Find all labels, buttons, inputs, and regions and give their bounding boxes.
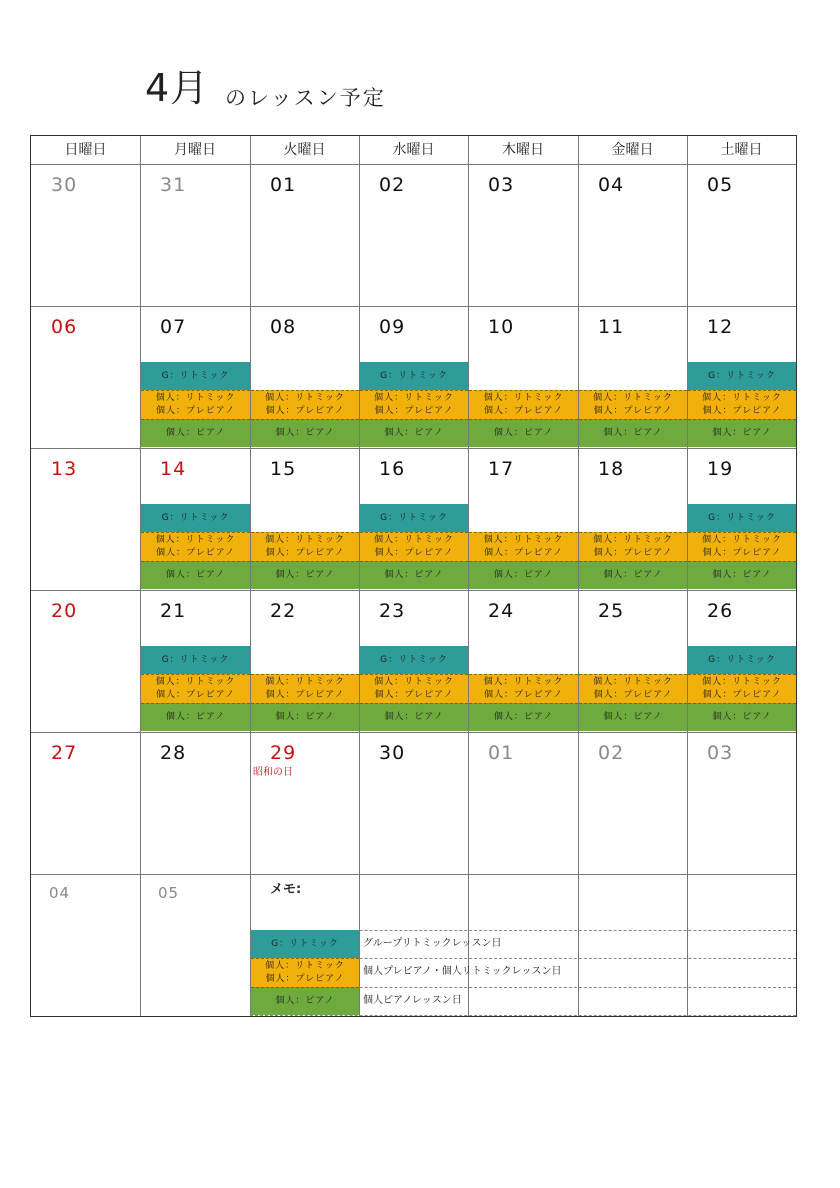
private-rhythmic-prepiano-lesson [469,532,578,561]
holiday-label: 昭和の日 [253,767,293,778]
row-divider [31,164,796,165]
lesson-line: 個人：リトミック [593,677,673,687]
private-rhythmic-prepiano-lesson [579,390,687,419]
day-number: 28 [160,742,187,764]
day-number: 02 [379,174,406,196]
lesson-line: 個人：リトミック [483,393,564,403]
private-rhythmic-prepiano-lesson [688,390,796,419]
group-rhythmic-lesson: G：リトミック [141,362,250,390]
lesson-line: 個人：リトミック [374,535,454,545]
lesson-line: 個人：プレピアノ [374,548,454,558]
private-piano-lesson: 個人：ピアノ [141,419,250,447]
private-piano-lesson: 個人：ピアノ [688,703,796,731]
day-number: 12 [707,316,734,338]
lesson-line: 個人：リトミック [374,677,454,687]
lesson-line: 個人：プレピアノ [484,690,563,700]
private-piano-lesson: 個人：ピアノ [141,703,250,731]
lesson-line: 個人：プレピアノ [484,548,563,558]
private-piano-lesson: 個人：ピアノ [141,561,250,589]
day-number: 03 [488,174,515,196]
private-rhythmic-prepiano-lesson [360,390,468,419]
day-number: 26 [707,600,734,622]
private-rhythmic-prepiano-lesson [141,390,250,419]
private-piano-lesson: 個人：ピアノ [360,561,468,589]
day-number: 21 [160,600,187,622]
legend-description: 個人ピアノレッスン日 [363,995,462,1006]
private-rhythmic-prepiano-lesson [579,532,687,561]
private-piano-lesson: 個人：ピアノ [469,703,578,731]
day-number: 29 [270,742,297,764]
lesson-line: 個人：リトミック [265,677,345,687]
day-number: 23 [379,600,406,622]
calendar-grid [30,135,797,1017]
private-rhythmic-prepiano-lesson [360,532,468,561]
private-piano-lesson: 個人：ピアノ [360,419,468,447]
day-number: 08 [270,316,297,338]
group-rhythmic-lesson: G：リトミック [360,646,468,674]
lesson-line: 個人：リトミック [374,393,454,403]
lesson-line: 個人：プレピアノ [484,406,563,416]
group-rhythmic-lesson: G：リトミック [141,646,250,674]
day-number: 11 [598,316,625,338]
lesson-line: 個人：リトミック [483,535,564,545]
day-number: 22 [270,600,297,622]
day-number: 20 [51,600,78,622]
lesson-line: 個人：リトミック [265,393,345,403]
day-number: 01 [270,174,297,196]
day-number: 04 [49,884,71,902]
legend-group-swatch: G：リトミック [251,930,359,958]
day-number: 13 [51,458,78,480]
lesson-line: 個人：プレピアノ [265,406,345,416]
lesson-line: 個人：プレピアノ [265,974,345,984]
private-piano-lesson: 個人：ピアノ [469,419,578,447]
day-number: 30 [51,174,78,196]
lesson-line: 個人：プレピアノ [593,690,673,700]
day-number: 10 [488,316,515,338]
row-divider [31,590,796,591]
lesson-line: 個人：プレピアノ [702,548,782,558]
lesson-line: 個人：プレピアノ [156,690,235,700]
day-number: 05 [707,174,734,196]
row-divider [31,306,796,307]
day-number: 16 [379,458,406,480]
day-number: 31 [160,174,187,196]
lesson-line: 個人：リトミック [702,393,782,403]
lesson-line: 個人：プレピアノ [374,406,454,416]
memo-row-divider [250,1015,796,1016]
private-rhythmic-prepiano-lesson [469,390,578,419]
day-number: 15 [270,458,297,480]
day-number: 24 [488,600,515,622]
lesson-line: 個人：リトミック [702,677,782,687]
group-rhythmic-lesson: G：リトミック [688,646,796,674]
lesson-line: 個人：プレピアノ [702,406,782,416]
weekday-header: 土曜日 [720,142,763,158]
lesson-line: 個人：リトミック [483,677,564,687]
private-rhythmic-prepiano-lesson [141,532,250,561]
day-number: 18 [598,458,625,480]
group-rhythmic-lesson: G：リトミック [360,362,468,390]
lesson-line: 個人：プレピアノ [156,406,235,416]
weekday-header: 日曜日 [64,142,107,158]
private-rhythmic-prepiano-lesson [251,390,359,419]
weekday-header: 木曜日 [502,142,544,158]
day-number: 04 [598,174,625,196]
group-rhythmic-lesson: G：リトミック [688,504,796,532]
private-rhythmic-prepiano-lesson [469,674,578,703]
day-number: 09 [379,316,406,338]
day-number: 07 [160,316,187,338]
private-piano-lesson: 個人：ピアノ [360,703,468,731]
legend-description: 個人プレピアノ・個人リトミックレッスン日 [363,966,562,977]
lesson-line: 個人：プレピアノ [156,548,235,558]
group-rhythmic-lesson: G：リトミック [688,362,796,390]
day-number: 14 [160,458,187,480]
lesson-line: 個人：リトミック [155,677,236,687]
private-piano-lesson: 個人：ピアノ [251,419,359,447]
legend-piano-swatch: 個人：ピアノ [251,987,359,1015]
private-piano-lesson: 個人：ピアノ [688,561,796,589]
legend-private-swatch [251,958,359,987]
private-piano-lesson: 個人：ピアノ [579,419,687,447]
row-divider [31,732,796,733]
private-rhythmic-prepiano-lesson [251,674,359,703]
title-subtitle: のレッスン予定 [225,86,386,110]
private-rhythmic-prepiano-lesson [360,674,468,703]
lesson-line: 個人：リトミック [155,393,236,403]
weekday-header: 水曜日 [392,142,435,158]
day-number: 05 [158,884,180,902]
row-divider [31,448,796,449]
private-rhythmic-prepiano-lesson [688,532,796,561]
row-divider [31,874,796,875]
private-rhythmic-prepiano-lesson [688,674,796,703]
lesson-line: 個人：プレピアノ [265,548,345,558]
weekday-header: 月曜日 [174,142,216,158]
lesson-line: 個人：リトミック [593,535,673,545]
lesson-line: 個人：リトミック [155,535,236,545]
lesson-line: 個人：リトミック [702,535,782,545]
private-rhythmic-prepiano-lesson [579,674,687,703]
group-rhythmic-lesson: G：リトミック [141,504,250,532]
private-piano-lesson: 個人：ピアノ [469,561,578,589]
day-number: 25 [598,600,625,622]
day-number: 17 [488,458,515,480]
lesson-line: 個人：リトミック [265,961,345,971]
day-number: 19 [707,458,734,480]
lesson-line: 個人：プレピアノ [593,406,673,416]
lesson-line: 個人：プレピアノ [702,690,782,700]
weekday-header: 火曜日 [283,142,326,158]
lesson-line: 個人：プレピアノ [593,548,673,558]
private-piano-lesson: 個人：ピアノ [579,561,687,589]
day-number: 30 [379,742,406,764]
private-piano-lesson: 個人：ピアノ [251,561,359,589]
memo-label: メモ: [270,882,302,897]
group-rhythmic-lesson: G：リトミック [360,504,468,532]
private-piano-lesson: 個人：ピアノ [688,419,796,447]
day-number: 06 [51,316,78,338]
private-piano-lesson: 個人：ピアノ [579,703,687,731]
month-label: 4月 [145,66,210,110]
lesson-line: 個人：リトミック [593,393,673,403]
day-number: 01 [488,742,515,764]
lesson-line: 個人：プレピアノ [265,690,345,700]
weekday-header: 金曜日 [611,142,654,158]
day-number: 02 [598,742,625,764]
legend-description: グループリトミックレッスン日 [363,938,502,949]
private-rhythmic-prepiano-lesson [251,532,359,561]
day-number: 03 [707,742,734,764]
day-number: 27 [51,742,78,764]
private-piano-lesson: 個人：ピアノ [251,703,359,731]
private-rhythmic-prepiano-lesson [141,674,250,703]
lesson-line: 個人：プレピアノ [374,690,454,700]
lesson-line: 個人：リトミック [265,535,345,545]
